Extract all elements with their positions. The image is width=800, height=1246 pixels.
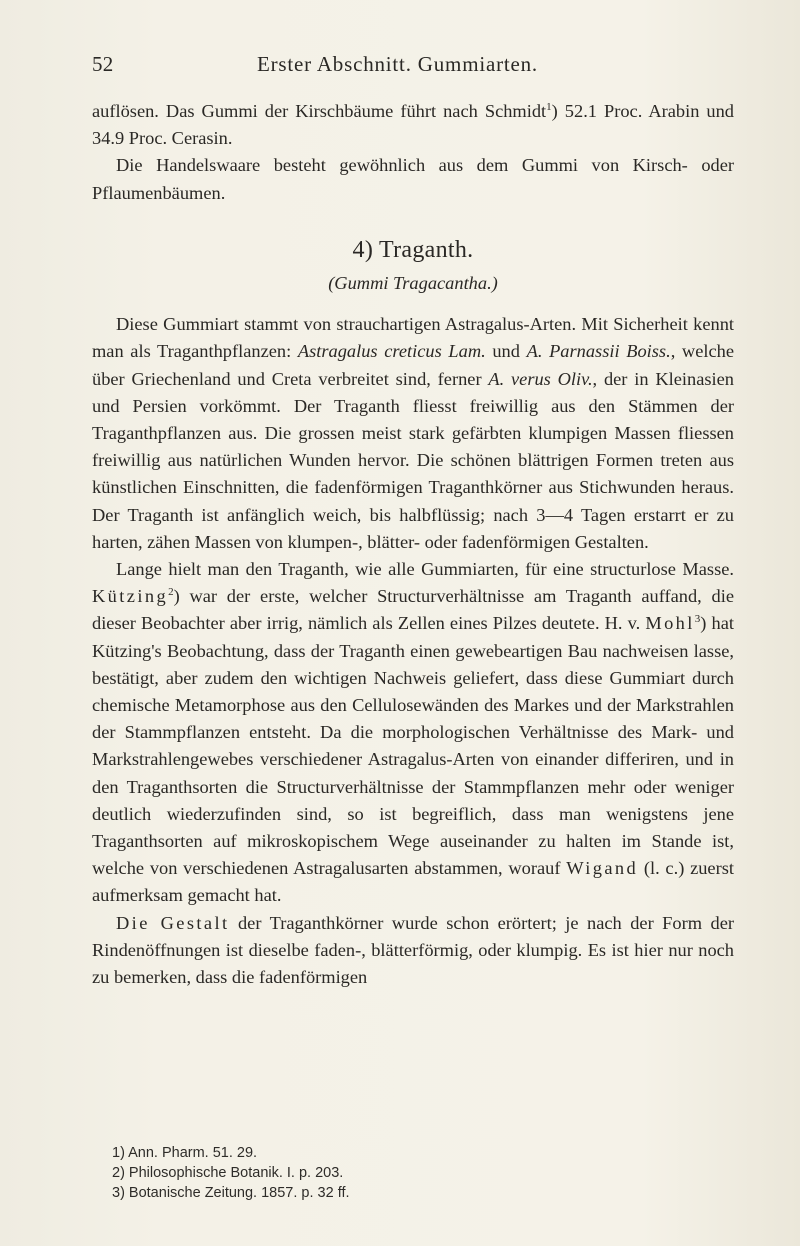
species-name: Astragalus creticus Lam. xyxy=(297,341,486,362)
footnotes xyxy=(112,1143,350,1203)
body-text xyxy=(92,98,734,991)
footnote: 3) Botanische Zeitung. 1857. p. 32 ff. xyxy=(112,1185,350,1201)
intro-paragraph: auflösen. Das Gummi der Kirschbäume führt nach Schmidt$^1$) 52.1 Proc. Arabin und 34.9 Proc. Cerasin. xyxy=(92,100,734,149)
author-name: Wigand xyxy=(566,858,639,879)
footnote-ref-1: 1 xyxy=(546,100,552,113)
author-name: Kützing xyxy=(92,586,169,607)
section-subtitle: (Gummi Tragacantha.) xyxy=(328,273,498,294)
species-name: A. verus Oliv. xyxy=(488,368,593,389)
footnote: 2) Philosophische Botanik. I. p. 203. xyxy=(112,1165,344,1181)
origin-paragraph: Diese Gummiart stammt von strauchartigen Astragalus-Arten. Mit Sicherheit kennt man als Traganthpflanzen: Astragalus creticus Lam. und A. Parnassii Boiss., welche über Griechenland und Creta verbreitet sind, ferner A. verus Oliv., der in Kleinasien und Persien vorkömmt. Der Traganth fliesst freiwillig aus den Stämmen der Traganthpflanzen aus. Die grossen meist stark gefärbten klumpigen Massen fliessen freiwillig aus natürlichen Wunden hervor. Die schönen blättrigen Formen treten aus künstlichen Einschnitten, die fadenförmigen Traganthkörner aus Stichwunden heraus. Der Traganth ist anfänglich weich, bis halbflüssig; nach 3—4 Tagen erstarrt er zu harten, zähen Massen von klumpen-, blätter- oder fadenförmigen Gestalten. xyxy=(92,314,735,552)
running-title: Erster Abschnitt. Gummiarten. xyxy=(257,52,538,76)
footnote-ref-2: 2 xyxy=(168,586,174,599)
trade-paragraph: Die Handelswaare besteht gewöhnlich aus dem Gummi von Kirsch- oder Pflaumenbäumen. xyxy=(92,155,734,203)
form-paragraph: Die Gestalt der Traganthkörner wurde schon erörtert; je nach der Form der Rindenöffnungen ist dieselbe faden-, blätterförmig, oder klumpig. Es ist hier nur noch zu bemerken, dass die fadenförmigen xyxy=(92,912,734,988)
history-paragraph: Lange hielt man den Traganth, wie alle Gummiarten, für eine structurlose Masse. Kützing$^2$) war der erste, welcher Structurverhältnisse am Traganth auffand, die dieser Beobachter aber irrig, nämlich als Zellen eines Pilzes deutete. H. v. Mohl$^3$) hat Kützing's Beobachtung, dass der Traganth einen gewebeartigen Bau nachweisen lasse, bestätigt, aber zudem den wichtigen Nachweis geliefert, dass diese Gummiart durch chemische Metamorphose aus den Cellulosewänden des Markes und der Markstrahlen der Stammpflanzen entsteht. Da die morphologischen Verhältnisse des Mark- und Markstrahlengewebes verschiedener Astragalus-Arten von einander differiren, und in den Traganthsorten die Structurverhältnisse der Stammpflanzen mehr oder weniger deutlich wiederzufinden sind, so ist begreiflich, dass man wenigstens jene Traganthsorten auf mikroskopischem Wege auseinander zu halten im Stande ist, welche von verschiedenen Astragalusarten abstammen, worauf Wigand (l. c.) zuerst aufmerksam gemacht hat. xyxy=(92,559,734,906)
emphasized-term: Die Gestalt xyxy=(116,912,230,933)
author-name: Mohl xyxy=(645,613,695,634)
species-name: A. Parnassii Boiss. xyxy=(526,341,671,362)
section-heading: 4) Traganth. xyxy=(352,236,474,263)
page-number: 52 xyxy=(92,52,114,76)
footnote: 1) Ann. Pharm. 51. 29. xyxy=(112,1145,258,1161)
page-header xyxy=(92,52,732,82)
footnote-ref-3: 3 xyxy=(694,613,701,626)
